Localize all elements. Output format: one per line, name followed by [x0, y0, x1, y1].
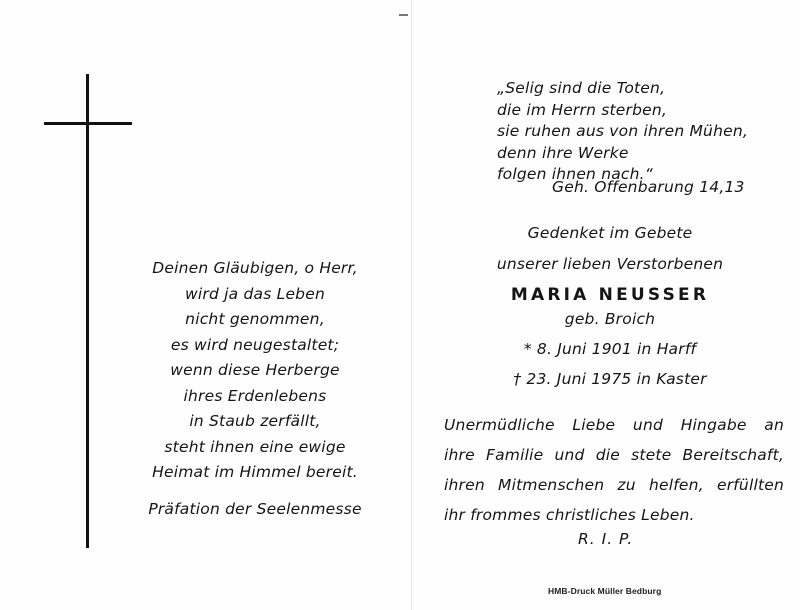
- quote-line: folgen ihnen nach.“: [497, 165, 654, 183]
- memorial-intro-line: Gedenket im Gebete: [527, 224, 693, 242]
- tribute-line: ihr frommes christliches Leben.: [444, 506, 695, 524]
- verse-line: steht ihnen eine ewige: [164, 437, 346, 456]
- deceased-name: MARIA NEUSSER: [510, 285, 710, 305]
- rip-closing: R. I. P.: [578, 530, 634, 548]
- verse-line: wird ja das Leben: [185, 284, 325, 303]
- quote-reference: Geh. Offenbarung 14,13: [552, 178, 745, 196]
- memorial-intro-line: unserer lieben Verstorbenen: [496, 255, 724, 273]
- scan-mark: [399, 14, 408, 16]
- cross-horizontal-bar: [44, 122, 132, 125]
- quote-line: die im Herrn sterben,: [497, 100, 668, 119]
- preface-verse: [130, 256, 380, 486]
- tribute-line: ihren Mitmenschen zu helfen, erfüllten: [444, 476, 784, 494]
- death-date: † 23. Juni 1975 in Kaster: [513, 370, 707, 388]
- tribute-line: Unermüdliche Liebe und Hingabe an: [444, 416, 784, 434]
- birth-name: geb. Broich: [564, 310, 656, 328]
- tribute-line: ihre Familie und die stete Bereitschaft,: [444, 446, 784, 464]
- quote-line: denn ihre Werke: [497, 143, 629, 162]
- verse-line: wenn diese Herberge: [170, 361, 340, 379]
- card-fold: [411, 0, 412, 610]
- quote-line: „Selig sind die Toten,: [497, 79, 666, 97]
- verse-line: in Staub zerfällt,: [189, 412, 321, 430]
- tribute-text: [444, 410, 784, 530]
- verse-line: Deinen Gläubigen, o Herr,: [152, 259, 358, 277]
- quote-line: sie ruhen aus von ihren Mühen,: [497, 122, 748, 140]
- verse-source: Präfation der Seelenmesse: [148, 500, 362, 518]
- verse-line: Heimat im Himmel bereit.: [152, 463, 358, 481]
- cross-vertical-bar: [86, 74, 89, 548]
- birth-date: * 8. Juni 1901 in Harff: [523, 340, 697, 358]
- verse-line: ihres Erdenlebens: [183, 386, 327, 405]
- verse-line: es wird neugestaltet;: [170, 335, 340, 354]
- verse-line: nicht genommen,: [185, 310, 325, 328]
- bible-quote: [497, 78, 748, 186]
- printer-imprint: HMB-Druck Müller Bedburg: [548, 586, 662, 596]
